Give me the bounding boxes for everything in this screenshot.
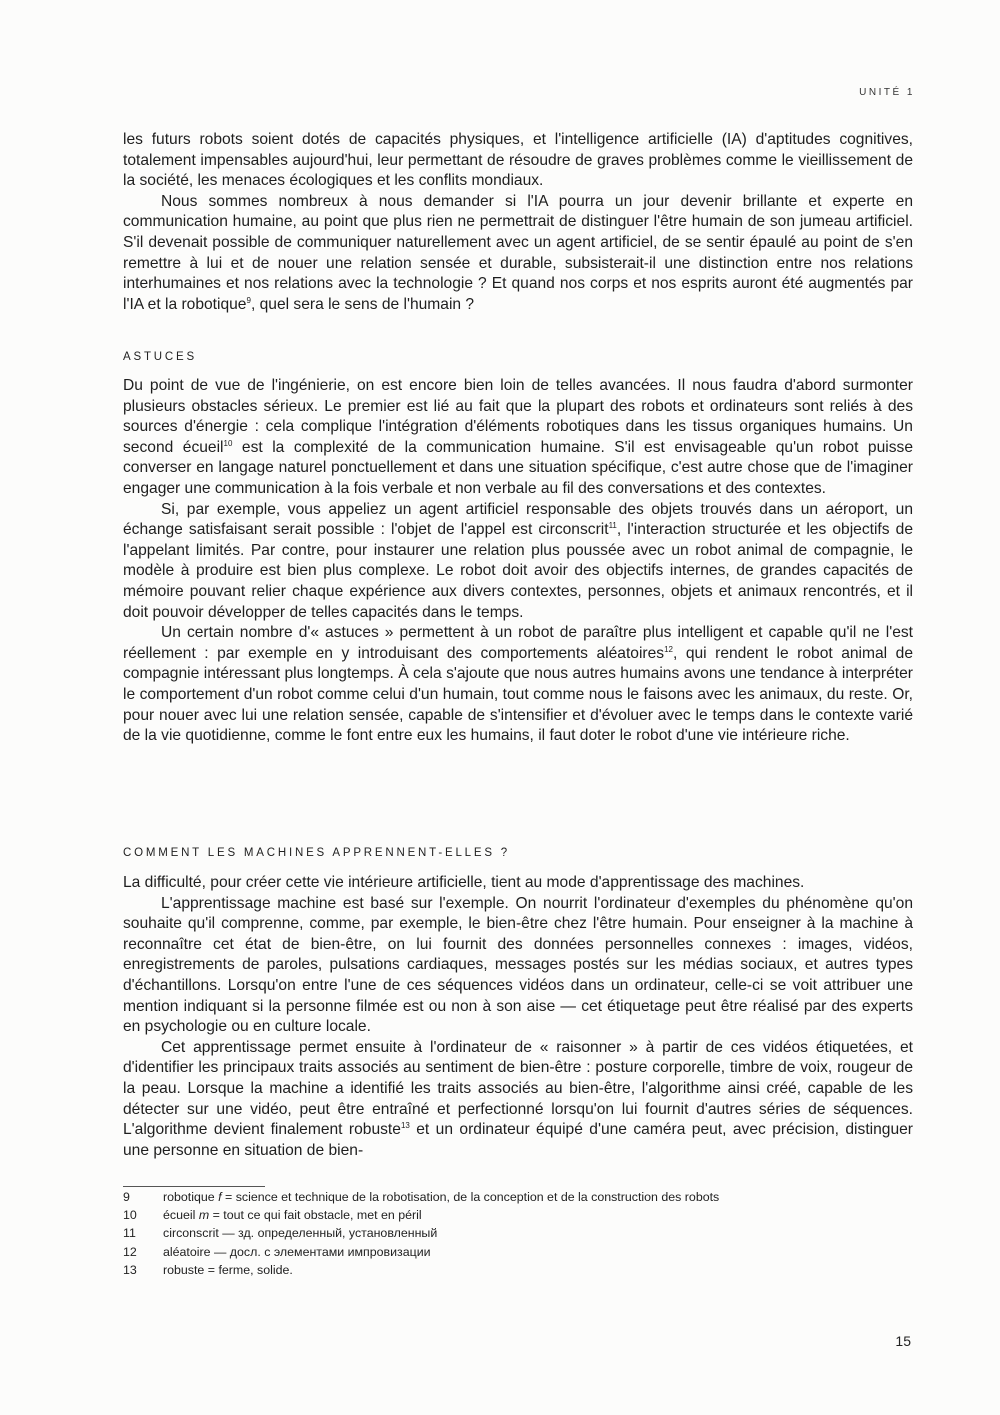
paragraph xyxy=(123,500,913,624)
footnote-text: circonscrit — зд. определенный, установленный xyxy=(163,1226,438,1241)
paragraph-text: La difficulté, pour créer cette vie intérieure artificielle, tient au mode d'apprentissage des machines. xyxy=(123,874,805,891)
footnote-term: écueil xyxy=(163,1208,196,1223)
footnotes xyxy=(123,1188,913,1279)
footnote-number: 13 xyxy=(123,1262,137,1277)
paragraph xyxy=(123,192,913,316)
machines-section xyxy=(123,873,913,1161)
footnote-10 xyxy=(123,1206,913,1224)
paragraph-text: est la complexité de la communication humaine. S'il est envisageable qu'un robot puisse converser en langage naturel ponctuellement et dans une situation spécifique, c'est autre chose que de l'imaginer engager une communication à la fois verbale et non verbale au fil des conversations et des contextes. xyxy=(123,438,913,497)
footnote-text xyxy=(163,1206,913,1224)
footnote-gram: f xyxy=(218,1190,222,1204)
footnote-9 xyxy=(123,1188,913,1206)
paragraph-text: Si, par exemple, vous appeliez un agent artificiel responsable des objets trouvés dans un aéroport, un échange satisfaisant serait possible : l'objet de l'appel est circonscrit xyxy=(123,500,913,539)
footnote-13 xyxy=(123,1261,913,1279)
paragraph xyxy=(123,873,913,894)
footnote-ref-12[interactable]: 12 xyxy=(664,644,673,654)
footnote-divider xyxy=(123,1186,265,1187)
footnote-ref-11[interactable]: 11 xyxy=(608,521,617,531)
paragraph xyxy=(123,623,913,747)
footnote-text: aléatoire — досл. с элементами импровизации xyxy=(163,1244,431,1259)
footnote-definition: = tout ce qui fait obstacle, met en péril xyxy=(209,1208,422,1223)
paragraph-text: Du point de vue de l'ingénierie, on est encore bien loin de telles avancées. Il nous faudra d'abord surmonter plusieurs obstacles sérieux. Le premier est lié au fait que la plupart des robots et ordinateurs sont reliés à des sources d'énergie : cela complique l'intégration d'éléments robotiques dans les tissus organiques humains. Un second écueil xyxy=(123,377,913,456)
footnote-number: 11 xyxy=(123,1226,136,1241)
running-head: UNITÉ 1 xyxy=(859,87,915,98)
footnote-number: 12 xyxy=(123,1244,137,1259)
paragraph xyxy=(123,894,913,1038)
footnote-definition: = science et technique de la robotisation, de la conception et de la construction des robots xyxy=(221,1190,720,1204)
paragraph xyxy=(123,376,913,500)
footnote-11 xyxy=(123,1224,913,1242)
footnote-number: 10 xyxy=(123,1208,137,1223)
footnote-number: 9 xyxy=(123,1190,130,1204)
paragraph xyxy=(123,130,913,192)
paragraph-text: L'apprentissage machine est basé sur l'exemple. On nourrit l'ordinateur d'exemples du phénomène qu'on souhaite qu'il comprenne, comme, par exemple, le bien-être chez l'être humain. Pour enseigner à la machine à reconnaître cet état de bien-être, on lui fournit des données personnelles connexes : images, vidéos, enregistrements de paroles, pulsations cardiaques, messages postés sur les médias sociaux, et autres types d'échantillons. Lorsqu'on entre l'une de ces séquences vidéos dans un ordinateur, celle-ci se voit attribuer une mention indiquant si la personne filmée est ou non à son aise — cet étiquetage peut être réalisé par des experts en psychologie ou en culture locale. xyxy=(123,894,913,1036)
paragraph xyxy=(123,1038,913,1162)
footnote-term: robotique xyxy=(163,1190,215,1204)
footnote-ref-10[interactable]: 10 xyxy=(223,438,233,448)
footnote-ref-13[interactable]: 13 xyxy=(400,1121,410,1131)
footnote-text: robuste = ferme, solide. xyxy=(163,1262,293,1277)
paragraph-text: , quel sera le sens de l'humain ? xyxy=(250,295,475,313)
page-number: 15 xyxy=(895,1333,911,1349)
intro-section xyxy=(123,130,913,315)
astuces-section xyxy=(123,376,913,747)
footnote-ref-9[interactable]: 9 xyxy=(246,295,251,305)
footnote-gram: m xyxy=(198,1208,210,1223)
paragraph-text: et un ordinateur équipé d'une caméra peut, avec précision, distinguer une personne en situation de bien- xyxy=(123,1121,913,1159)
section-heading-machines: COMMENT LES MACHINES APPRENNENT-ELLES ? xyxy=(123,847,510,859)
paragraph-text: , l'interaction structurée et les objectifs de l'appelant limités. Par contre, pour instaurer une relation plus poussée avec un robot animal de compagnie, le modèle à produire est bien plus complexe. Le robot doit avoir des objectifs internes, de grandes capacités de mémoire pouvant relier chaque expérience aux divers contextes, personnes, objets et animaux rencontrés, et il doit pouvoir développer de telles capacités dans le temps. xyxy=(123,521,913,621)
footnote-text xyxy=(163,1188,913,1206)
paragraph-text: Nous sommes nombreux à nous demander si l'IA pourra un jour devenir brillante et experte en communication humaine, au point que plus rien ne permettrait de distinguer l'être humain de son jumeau artificiel. S'il devenait possible de communiquer naturellement avec un agent artificiel, de se sentir épaulé au point de s'en remettre à lui et de nouer une relation sensée et durable, subsisterait-il une distinction entre nos relations interhumaines et nos relations avec la technologie ? Et quand nos corps et nos esprits auront été augmentés par l'IA et la robotique xyxy=(123,192,913,313)
paragraph-text: Cet apprentissage permet ensuite à l'ordinateur de « raisonner » à partir de ces vidéos étiquetées, et d'identifier les principaux traits associés au sentiment de bien-être : posture corporelle, timbre de voix, rougeur de la peau. Lorsque la machine a identifié les traits associés au bien-être, l'algorithme ainsi créé, capable de les détecter sur une vidéo, peut être entraîné et perfectionné lorsqu'on lui fournit d'autres séries de séquences. L'algorithme devient finalement robuste xyxy=(123,1038,913,1139)
paragraph-text: Un certain nombre d'« astuces » permettent à un robot de paraître plus intelligent et capable qu'il ne l'est réellement : par exemple en y introduisant des comportements aléatoires xyxy=(123,624,913,662)
footnote-12 xyxy=(123,1243,913,1261)
section-heading-astuces: ASTUCES xyxy=(123,351,197,363)
paragraph-text: les futurs robots soient dotés de capacités physiques, et l'intelligence artificielle (IA) d'aptitudes cognitives, totalement impensables aujourd'hui, leur permettant de résoudre de graves problèmes comme le vieillissement de la société, les menaces écologiques et les conflits mondiaux. xyxy=(123,131,913,190)
paragraph-text: , qui rendent le robot animal de compagnie intéressant plus longtemps. À cela s'ajoute que nous autres humains avons une tendance à interpréter le comportement d'un robot comme celui d'un humain, tout comme nous le faisons avec les animaux, du reste. Or, pour nouer avec lui une relation sensée, capable de s'intensifier et d'évoluer avec le temps dans le contexte varié de la vie quotidienne, comme le font entre eux les humains, il faut doter le robot d'une vie intérieure riche. xyxy=(123,644,913,745)
